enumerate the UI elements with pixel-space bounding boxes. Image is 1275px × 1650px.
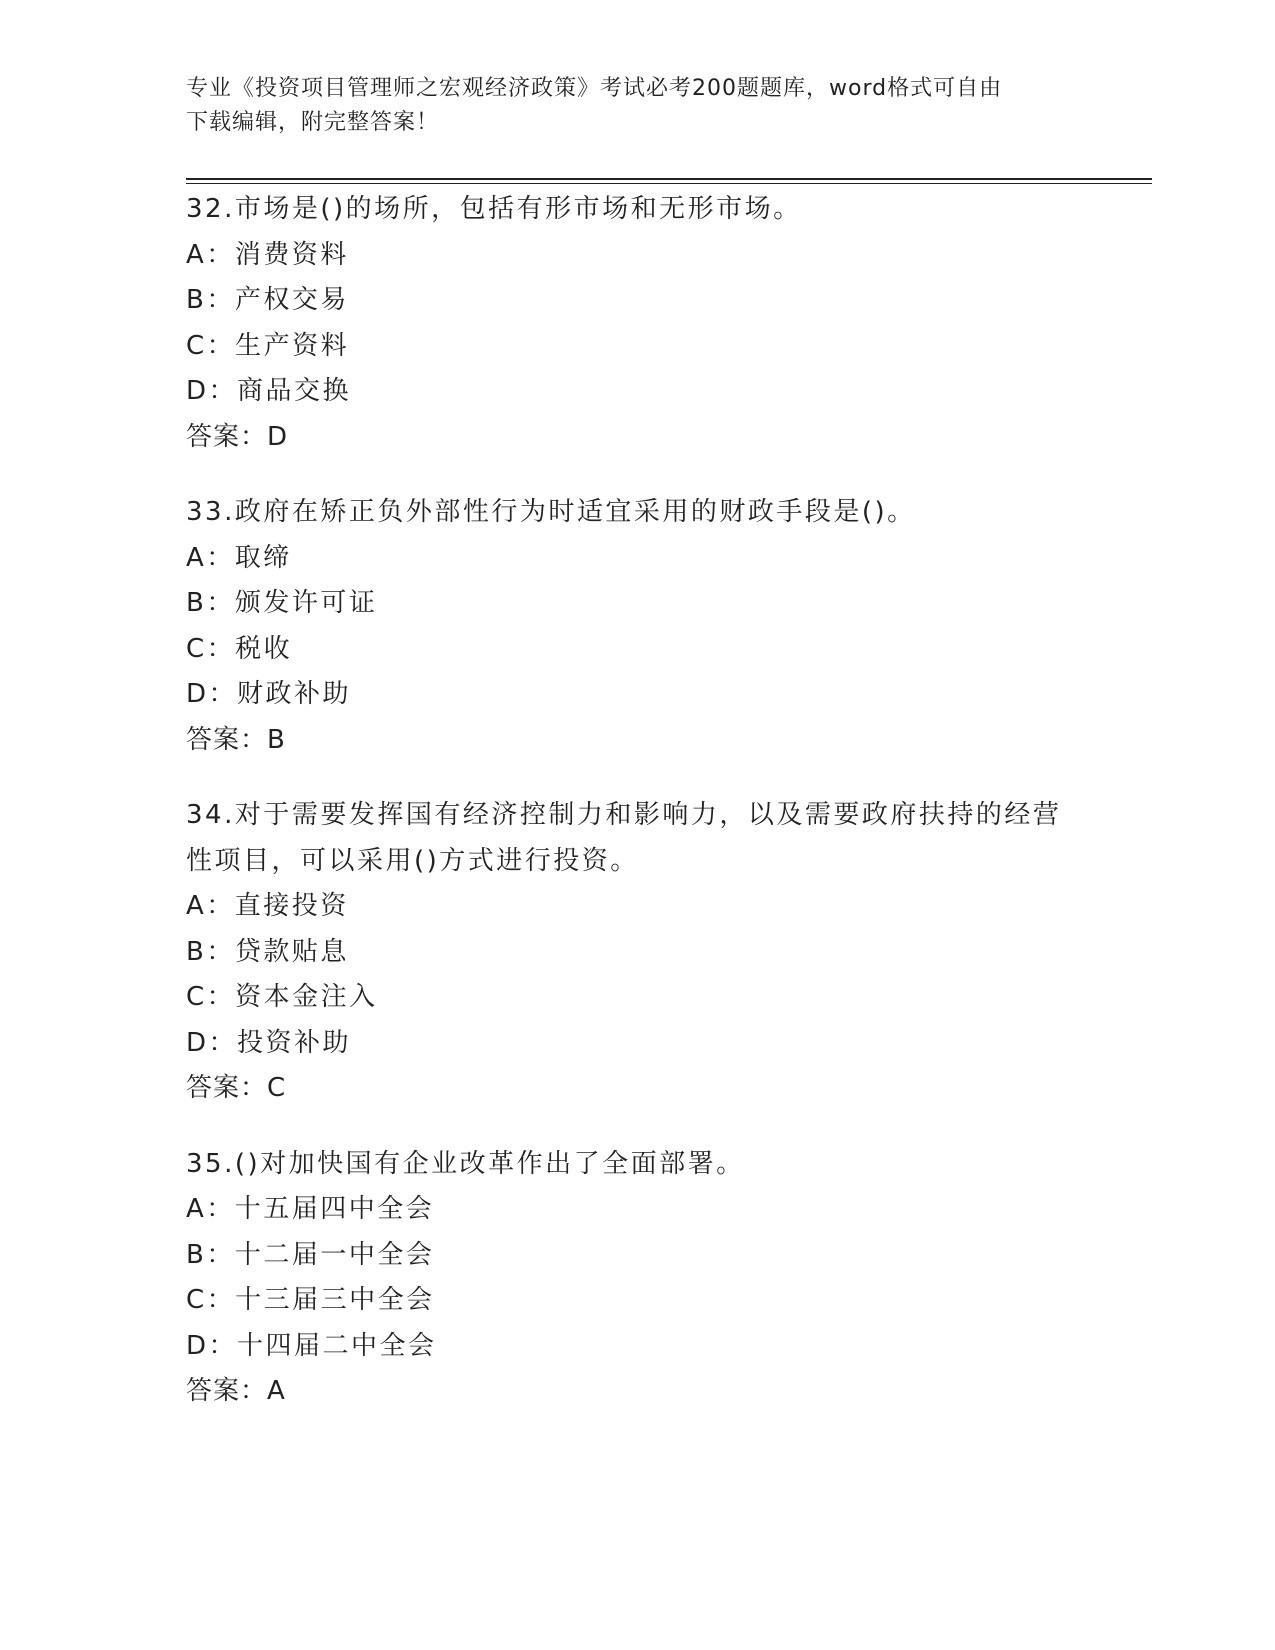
question-35 [186, 1142, 1086, 1415]
answer: 答案：D [186, 421, 289, 452]
question-stem: 34.对于需要发挥国有经济控制力和影响力，以及需要政府扶持的经营性项目，可以采用()方式进行投资。 [186, 800, 1062, 876]
answer: 答案：A [186, 1376, 286, 1406]
question-stem: 35.()对加快国有企业改革作出了全面部署。 [186, 1148, 745, 1179]
header-rule-thin [186, 183, 1152, 184]
option-c: C：税收 [186, 633, 293, 664]
option-a: A：消费资料 [186, 239, 349, 270]
option-b: B：产权交易 [186, 285, 349, 315]
option-b: B：贷款贴息 [186, 936, 349, 967]
answer: 答案：C [186, 1073, 287, 1103]
question-32 [186, 187, 1086, 460]
option-b: B：十二届一中全会 [186, 1239, 435, 1270]
answer: 答案：B [186, 724, 286, 755]
header-line-1: 专业《投资项目管理师之宏观经济政策》考试必考200题题库，word格式可自由 [186, 76, 1003, 101]
option-d: D：商品交换 [186, 376, 352, 406]
question-34 [186, 793, 1086, 1112]
option-d: D：财政补助 [186, 679, 352, 709]
option-a: A：直接投资 [186, 891, 349, 921]
question-stem: 33.政府在矫正负外部性行为时适宜采用的财政手段是()。 [186, 497, 916, 527]
option-d: D：十四届二中全会 [186, 1330, 437, 1361]
option-a: A：取缔 [186, 542, 292, 573]
header-rule-thick [186, 178, 1152, 180]
question-33 [186, 490, 1086, 763]
document-header [186, 72, 1066, 140]
option-c: C：资本金注入 [186, 982, 378, 1012]
option-b: B：颁发许可证 [186, 588, 378, 618]
option-d: D：投资补助 [186, 1027, 352, 1058]
option-c: C：生产资料 [186, 330, 350, 361]
option-a: A：十五届四中全会 [186, 1194, 435, 1224]
header-line-2: 下载编辑，附完整答案！ [186, 110, 440, 135]
question-stem: 32.市场是()的场所，包括有形市场和无形市场。 [186, 194, 802, 224]
option-c: C：十三届三中全会 [186, 1285, 435, 1315]
question-list [186, 187, 1086, 1445]
